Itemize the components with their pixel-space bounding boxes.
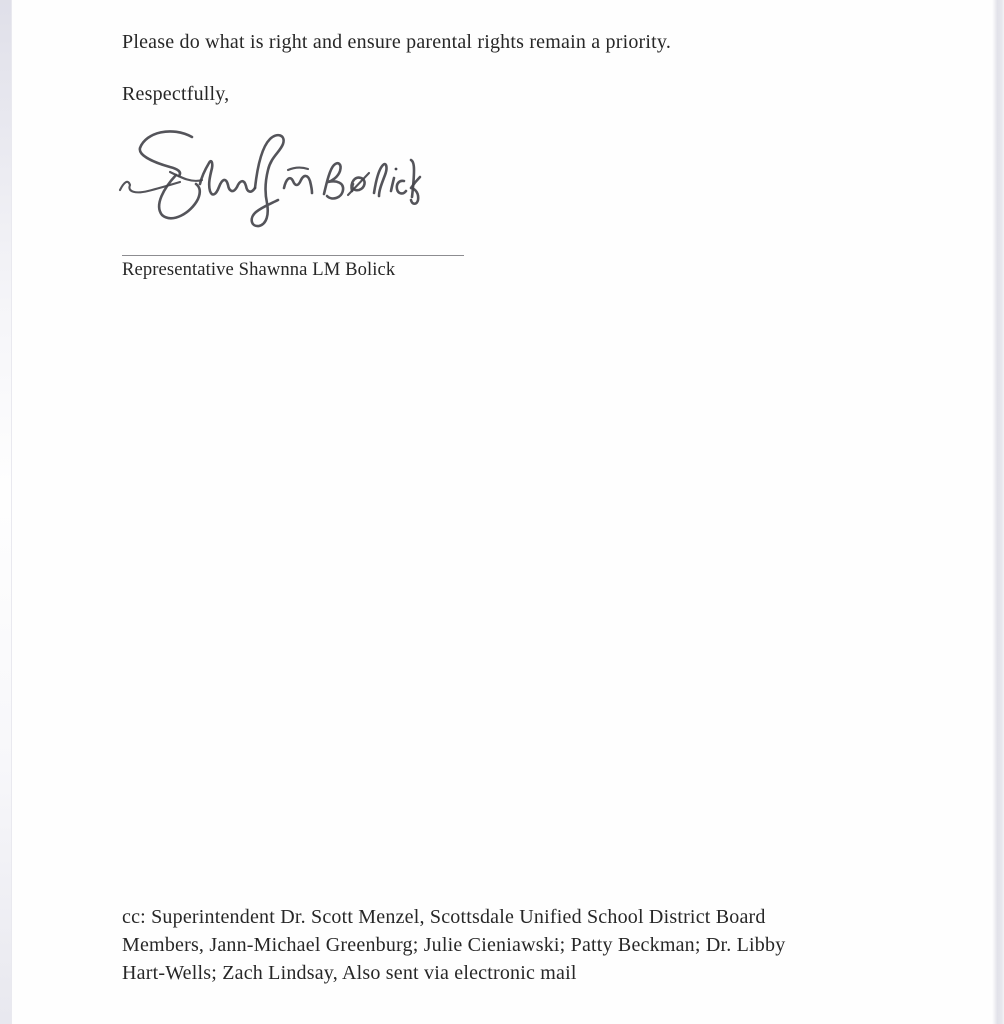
handwritten-signature-icon bbox=[112, 118, 422, 251]
closing-request-line: Please do what is right and ensure parental rights remain a priority. bbox=[122, 31, 672, 53]
cc-line: Members, Jann-Michael Greenburg; Julie Cieniawski; Patty Beckman; Dr. Libby bbox=[122, 934, 786, 956]
cc-line: Hart-Wells; Zach Lindsay, Also sent via electronic mail bbox=[122, 962, 577, 984]
cc-block bbox=[122, 903, 785, 987]
signer-name: Representative Shawnna LM Bolick bbox=[122, 259, 396, 280]
signature-rule bbox=[122, 255, 464, 256]
page-right-edge-shadow bbox=[992, 0, 1004, 1024]
valediction: Respectfully, bbox=[122, 83, 230, 105]
cc-line: cc: Superintendent Dr. Scott Menzel, Scottsdale Unified School District Board bbox=[122, 906, 766, 928]
page-left-edge-shadow bbox=[0, 0, 12, 1024]
